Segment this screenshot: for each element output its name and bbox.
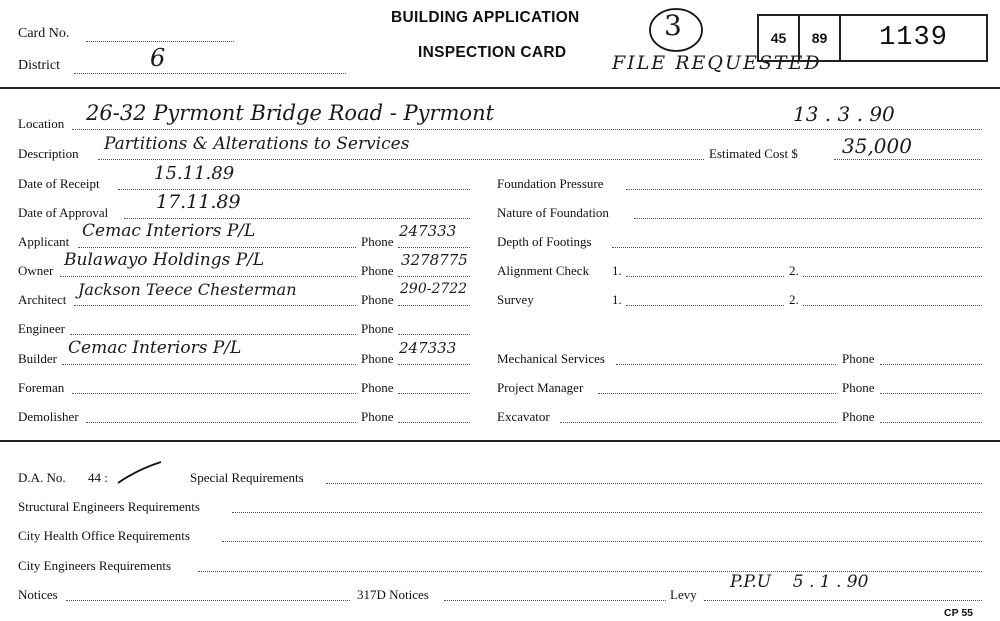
foreman-line[interactable] — [72, 393, 356, 394]
special-req-line[interactable] — [326, 483, 982, 484]
architect-phone: 290-2722 — [400, 281, 468, 297]
title-line1: BUILDING APPLICATION — [391, 9, 580, 26]
description-value: Partitions & Alterations to Services — [104, 134, 410, 154]
alignment-num-1: 1. — [612, 263, 622, 278]
project-manager-line[interactable] — [598, 393, 836, 394]
card-number-box — [757, 14, 988, 62]
notices-317d-line[interactable] — [444, 600, 666, 601]
levy-label: Levy — [670, 587, 697, 602]
foreman-phone-label: Phone — [361, 380, 394, 395]
depth-footings-label: Depth of Footings — [497, 234, 592, 249]
structural-label: Structural Engineers Requirements — [18, 499, 200, 514]
builder-label: Builder — [18, 351, 57, 366]
date-approval-label: Date of Approval — [18, 205, 109, 220]
location-date: 13 . 3 . 90 — [793, 102, 895, 126]
survey-line-1[interactable] — [626, 305, 784, 306]
applicant-phone-line[interactable] — [398, 247, 470, 248]
code-main: 1139 — [879, 23, 948, 53]
engineer-label: Engineer — [18, 321, 65, 336]
card-no-line[interactable] — [86, 41, 234, 42]
owner-phone-label: Phone — [361, 263, 394, 278]
form-code: CP 55 — [944, 607, 973, 619]
structural-line[interactable] — [232, 512, 982, 513]
depth-footings-line[interactable] — [612, 247, 982, 248]
excavator-phone-label: Phone — [842, 409, 875, 424]
da-no-label: D.A. No. — [18, 470, 66, 485]
alignment-line-2[interactable] — [803, 276, 982, 277]
health-line[interactable] — [222, 541, 982, 542]
notices-317d-label: 317D Notices — [357, 587, 429, 602]
engineer-phone-line[interactable] — [398, 334, 470, 335]
owner-phone: 3278775 — [401, 251, 468, 269]
architect-line[interactable] — [74, 305, 356, 306]
foundation-pressure-line[interactable] — [626, 189, 982, 190]
alignment-line-1[interactable] — [626, 276, 784, 277]
excavator-phone-line[interactable] — [880, 422, 982, 423]
da-no-slash-mark — [116, 460, 164, 486]
engineer-phone-label: Phone — [361, 321, 394, 336]
survey-label: Survey — [497, 292, 534, 307]
footer-divider — [0, 440, 1000, 442]
demolisher-label: Demolisher — [18, 409, 79, 424]
engineer-line[interactable] — [70, 334, 356, 335]
builder-phone-label: Phone — [361, 351, 394, 366]
survey-num-1: 1. — [612, 292, 622, 307]
owner-line[interactable] — [60, 276, 356, 277]
applicant-phone: 247333 — [399, 222, 457, 240]
owner-label: Owner — [18, 263, 54, 278]
description-label: Description — [18, 146, 79, 161]
notices-label: Notices — [18, 587, 58, 602]
applicant-label: Applicant — [18, 234, 70, 249]
foreman-phone-line[interactable] — [398, 393, 470, 394]
description-line[interactable] — [98, 159, 704, 160]
date-receipt-value: 15.11.89 — [154, 163, 235, 184]
owner-value: Bulawayo Holdings P/L — [64, 250, 265, 270]
nature-foundation-line[interactable] — [634, 218, 982, 219]
file-requested-note: FILE REQUESTED — [612, 52, 822, 74]
survey-line-2[interactable] — [803, 305, 982, 306]
date-approval-value: 17.11.89 — [156, 191, 241, 213]
owner-phone-line[interactable] — [398, 276, 470, 277]
builder-value: Cemac Interiors P/L — [68, 338, 242, 358]
date-approval-line[interactable] — [124, 218, 470, 219]
applicant-phone-label: Phone — [361, 234, 394, 249]
nature-foundation-label: Nature of Foundation — [497, 205, 609, 220]
foreman-label: Foreman — [18, 380, 65, 395]
demolisher-phone-label: Phone — [361, 409, 394, 424]
estimated-cost-line[interactable] — [834, 159, 982, 160]
location-line[interactable] — [72, 129, 982, 130]
architect-phone-line[interactable] — [398, 305, 470, 306]
survey-num-2: 2. — [789, 292, 799, 307]
mechanical-label: Mechanical Services — [497, 351, 605, 366]
architect-value: Jackson Teece Chesterman — [78, 280, 297, 299]
circled-number: 3 — [664, 9, 682, 42]
special-req-label: Special Requirements — [190, 470, 304, 485]
builder-phone-line[interactable] — [398, 364, 470, 365]
project-manager-label: Project Manager — [497, 380, 584, 395]
code-a: 45 — [759, 16, 800, 60]
builder-line[interactable] — [62, 364, 356, 365]
mechanical-phone-label: Phone — [842, 351, 875, 366]
city-eng-label: City Engineers Requirements — [18, 558, 172, 573]
excavator-label: Excavator — [497, 409, 550, 424]
district-line[interactable] — [74, 73, 346, 74]
levy-value: P.P.U 5 . 1 . 90 — [730, 572, 869, 592]
location-label: Location — [18, 116, 65, 131]
estimated-cost-value: 35,000 — [842, 134, 912, 158]
header-divider — [0, 87, 1000, 89]
location-value: 26-32 Pyrmont Bridge Road - Pyrmont — [86, 101, 495, 125]
architect-label: Architect — [18, 292, 67, 307]
alignment-num-2: 2. — [789, 263, 799, 278]
mechanical-phone-line[interactable] — [880, 364, 982, 365]
project-manager-phone-label: Phone — [842, 380, 875, 395]
applicant-value: Cemac Interiors P/L — [82, 221, 256, 241]
excavator-line[interactable] — [560, 422, 836, 423]
code-b: 89 — [800, 16, 841, 60]
mechanical-line[interactable] — [616, 364, 836, 365]
district-label: District — [18, 58, 60, 73]
title-line2: INSPECTION CARD — [418, 44, 567, 61]
foundation-pressure-label: Foundation Pressure — [497, 176, 604, 191]
date-receipt-label: Date of Receipt — [18, 176, 100, 191]
architect-phone-label: Phone — [361, 292, 394, 307]
demolisher-phone-line[interactable] — [398, 422, 470, 423]
health-label: City Health Office Requirements — [18, 528, 190, 543]
estimated-cost-label: Estimated Cost $ — [709, 146, 798, 161]
alignment-check-label: Alignment Check — [497, 263, 590, 278]
project-manager-phone-line[interactable] — [880, 393, 982, 394]
da-no-value: 44 : — [88, 470, 108, 485]
demolisher-line[interactable] — [86, 422, 356, 423]
card-no-label: Card No. — [18, 26, 70, 41]
date-receipt-line[interactable] — [118, 189, 470, 190]
applicant-line[interactable] — [78, 247, 356, 248]
notices-line[interactable] — [66, 600, 350, 601]
levy-line[interactable] — [704, 600, 982, 601]
district-value: 6 — [150, 44, 166, 72]
builder-phone: 247333 — [399, 339, 457, 357]
